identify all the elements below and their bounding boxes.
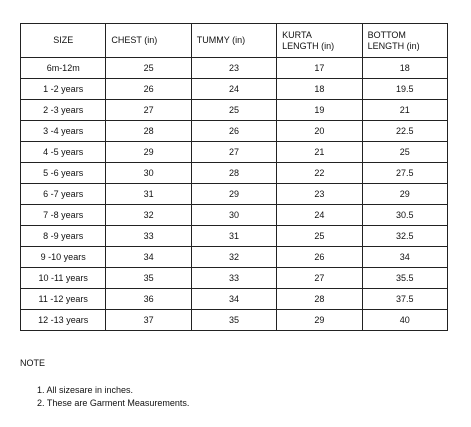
table-row	[21, 205, 448, 226]
tummy-cell: 23	[191, 58, 276, 79]
kurta-length-cell: 17	[277, 58, 362, 79]
size-chart-table	[20, 23, 448, 331]
column-header-kurta-length: KURTA LENGTH (in)	[277, 24, 362, 58]
size-cell: 2 -3 years	[21, 100, 106, 121]
note-item: 2. These are Garment Measurements.	[37, 398, 190, 408]
bottom-length-cell: 29	[362, 184, 447, 205]
bottom-length-cell: 34	[362, 247, 447, 268]
size-cell: 6m-12m	[21, 58, 106, 79]
size-cell: 8 -9 years	[21, 226, 106, 247]
kurta-length-cell: 18	[277, 79, 362, 100]
chest-cell: 31	[106, 184, 191, 205]
chest-cell: 36	[106, 289, 191, 310]
chest-cell: 25	[106, 58, 191, 79]
size-cell: 3 -4 years	[21, 121, 106, 142]
size-cell: 12 -13 years	[21, 310, 106, 331]
kurta-length-cell: 27	[277, 268, 362, 289]
table-row	[21, 79, 448, 100]
bottom-length-cell: 32.5	[362, 226, 447, 247]
note-title: NOTE	[20, 358, 46, 368]
kurta-length-cell: 19	[277, 100, 362, 121]
bottom-length-cell: 27.5	[362, 163, 447, 184]
table-row	[21, 268, 448, 289]
chest-cell: 35	[106, 268, 191, 289]
column-header-size: SIZE	[21, 24, 106, 58]
kurta-length-cell: 26	[277, 247, 362, 268]
chest-cell: 33	[106, 226, 191, 247]
chest-cell: 37	[106, 310, 191, 331]
bottom-length-cell: 19.5	[362, 79, 447, 100]
table-row	[21, 100, 448, 121]
column-header-tummy: TUMMY (in)	[191, 24, 276, 58]
kurta-length-cell: 22	[277, 163, 362, 184]
bottom-length-cell: 18	[362, 58, 447, 79]
tummy-cell: 31	[191, 226, 276, 247]
table-row	[21, 163, 448, 184]
tummy-cell: 26	[191, 121, 276, 142]
table-header-row	[21, 24, 448, 58]
column-header-bottom-length: BOTTOM LENGTH (in)	[362, 24, 447, 58]
tummy-cell: 29	[191, 184, 276, 205]
kurta-length-cell: 21	[277, 142, 362, 163]
size-cell: 10 -11 years	[21, 268, 106, 289]
bottom-length-cell: 40	[362, 310, 447, 331]
table-row	[21, 142, 448, 163]
table-row	[21, 247, 448, 268]
tummy-cell: 25	[191, 100, 276, 121]
column-header-chest: CHEST (in)	[106, 24, 191, 58]
bottom-length-cell: 25	[362, 142, 447, 163]
size-cell: 11 -12 years	[21, 289, 106, 310]
table-body	[21, 58, 448, 331]
tummy-cell: 33	[191, 268, 276, 289]
tummy-cell: 24	[191, 79, 276, 100]
table-row	[21, 226, 448, 247]
note-list	[37, 384, 189, 410]
table-row	[21, 289, 448, 310]
tummy-cell: 34	[191, 289, 276, 310]
bottom-length-cell: 21	[362, 100, 447, 121]
tummy-cell: 30	[191, 205, 276, 226]
chest-cell: 26	[106, 79, 191, 100]
table-row	[21, 310, 448, 331]
size-cell: 1 -2 years	[21, 79, 106, 100]
tummy-cell: 28	[191, 163, 276, 184]
chest-cell: 28	[106, 121, 191, 142]
size-cell: 6 -7 years	[21, 184, 106, 205]
bottom-length-cell: 22.5	[362, 121, 447, 142]
kurta-length-cell: 29	[277, 310, 362, 331]
chest-cell: 30	[106, 163, 191, 184]
kurta-length-cell: 24	[277, 205, 362, 226]
kurta-length-cell: 28	[277, 289, 362, 310]
note-item: 1. All sizesare in inches.	[37, 385, 134, 395]
size-cell: 5 -6 years	[21, 163, 106, 184]
bottom-length-cell: 37.5	[362, 289, 447, 310]
size-cell: 9 -10 years	[21, 247, 106, 268]
table-row	[21, 121, 448, 142]
tummy-cell: 32	[191, 247, 276, 268]
chest-cell: 34	[106, 247, 191, 268]
size-cell: 4 -5 years	[21, 142, 106, 163]
size-cell: 7 -8 years	[21, 205, 106, 226]
table-row	[21, 184, 448, 205]
chest-cell: 29	[106, 142, 191, 163]
kurta-length-cell: 20	[277, 121, 362, 142]
chest-cell: 27	[106, 100, 191, 121]
tummy-cell: 35	[191, 310, 276, 331]
tummy-cell: 27	[191, 142, 276, 163]
kurta-length-cell: 23	[277, 184, 362, 205]
chest-cell: 32	[106, 205, 191, 226]
bottom-length-cell: 30.5	[362, 205, 447, 226]
table-row	[21, 58, 448, 79]
kurta-length-cell: 25	[277, 226, 362, 247]
bottom-length-cell: 35.5	[362, 268, 447, 289]
